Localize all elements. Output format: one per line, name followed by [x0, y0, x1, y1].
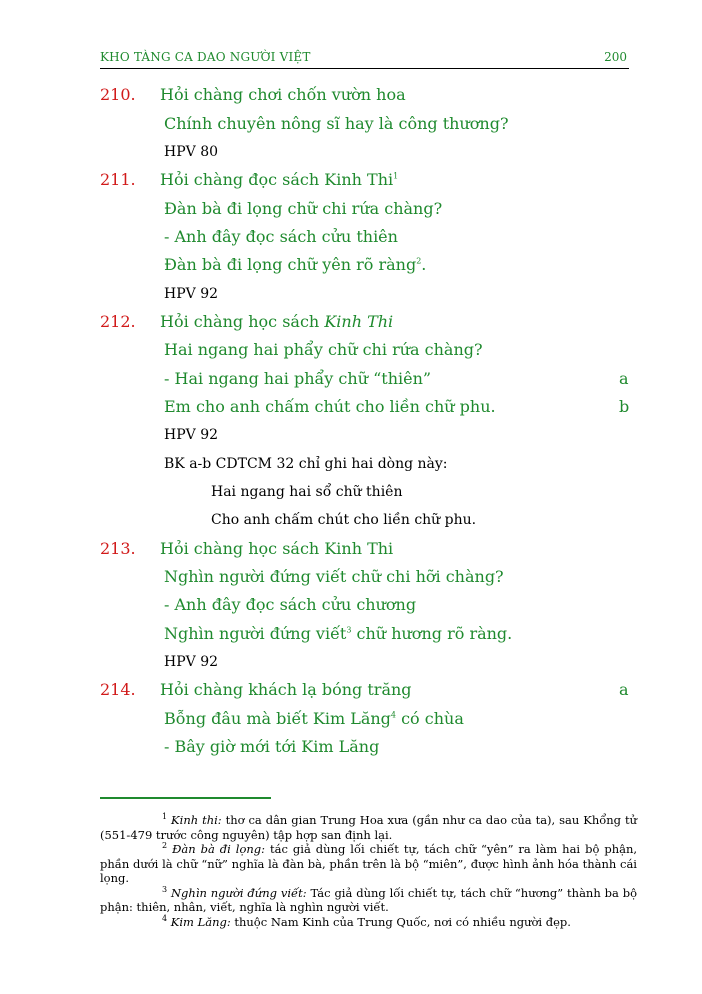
verse-line: - Hai ngang hai phẩy chữ “thiên” [164, 369, 432, 388]
footnote-3: $^3$ Nghìn người đứng viết: Tác giả dùng lối chiết tự, tách chữ “hương” thành ba bộ phận: thiên, nhân, viết, nghĩa là nghìn người viết. [100, 884, 638, 914]
verse-line: - Anh đây đọc sách cửu chương [164, 595, 417, 614]
footnote-ref[interactable]: 3 [346, 625, 352, 635]
book-title-italic: Kinh Thi [324, 312, 394, 331]
verse-line: Em cho anh chấm chút cho liền chữ phu. [164, 397, 496, 416]
entry-number-211: 211. [100, 170, 136, 189]
line-marker: a [619, 369, 629, 388]
verse-line: Hai ngang hai phẩy chữ chi rứa chàng? [164, 340, 483, 359]
source-ref: HPV 80 [164, 144, 219, 160]
verse-line: Bỗng đâu mà biết Kim Lăng$^4$ có chùa [164, 709, 464, 728]
entry-number-213: 213. [100, 539, 136, 558]
quoted-line: Hai ngang hai sổ chữ thiên [211, 484, 403, 500]
quoted-line: Cho anh chấm chút cho liền chữ phu. [211, 512, 477, 528]
running-header [100, 48, 629, 69]
verse-line: Đàn bà đi lọng chữ chi rứa chàng? [164, 199, 443, 218]
footnote-ref[interactable]: 1 [393, 171, 399, 181]
verse-line: Nghìn người đứng viết chữ chi hỡi chàng? [164, 567, 504, 586]
verse-line: Hỏi chàng đọc sách Kinh Thi$^1$ [160, 170, 399, 189]
footnote-1: $^1$ Kinh thi: thơ ca dân gian Trung Hoa xưa (gần như ca dao của ta), sau Khổng tử (551-479 trước công nguyên) tập hợp san định lại. [100, 812, 638, 842]
source-ref: HPV 92 [164, 427, 219, 443]
variant-note: BK a-b CDTCM 32 chỉ ghi hai dòng này: [164, 456, 448, 472]
verse-line: Chính chuyên nông sĩ hay là công thương? [164, 114, 509, 133]
source-ref: HPV 92 [164, 286, 219, 302]
verse-line: - Bây giờ mới tới Kim Lăng [164, 737, 380, 756]
verse-line: - Anh đây đọc sách cửu thiên [164, 227, 398, 246]
book-title: KHO TÀNG CA DAO NGƯỜI VIỆT [100, 50, 311, 64]
line-marker: b [619, 397, 630, 416]
source-ref: HPV 92 [164, 654, 219, 670]
footnotes [100, 813, 637, 929]
footnote-ref[interactable]: 4 [390, 710, 396, 720]
footnote-2: $^2$ Đàn bà đi lọng: tác giả dùng lối chiết tự, tách chữ “yên” ra làm hai bộ phận, phần dưới là chữ “nữ” nghĩa là đàn bà, phần trên là bộ “miên”, được hình ảnh hóa thành cái lọng. [100, 841, 638, 885]
footnote-divider [100, 797, 271, 799]
verse-line: Nghìn người đứng viết$^3$ chữ hương rõ ràng. [164, 624, 513, 643]
line-marker: a [619, 680, 629, 699]
page-number: 200 [604, 50, 627, 64]
verse-line: Hỏi chàng học sách Kinh Thi [160, 539, 394, 558]
verse-line: Đàn bà đi lọng chữ yên rõ ràng$^2$. [164, 255, 427, 274]
entry-number-210: 210. [100, 85, 136, 104]
verse-line: Hỏi chàng khách lạ bóng trăng [160, 680, 412, 699]
verse-line: Hỏi chàng chơi chốn vườn hoa [160, 85, 406, 104]
entry-number-212: 212. [100, 312, 136, 331]
footnote-ref[interactable]: 2 [416, 256, 422, 266]
footnote-4: $^4$ Kim Lăng: thuộc Nam Kinh của Trung Quốc, nơi có nhiều người đẹp. [162, 913, 571, 929]
entry-number-214: 214. [100, 680, 136, 699]
verse-line: Hỏi chàng học sách Kinh Thi [160, 312, 394, 331]
